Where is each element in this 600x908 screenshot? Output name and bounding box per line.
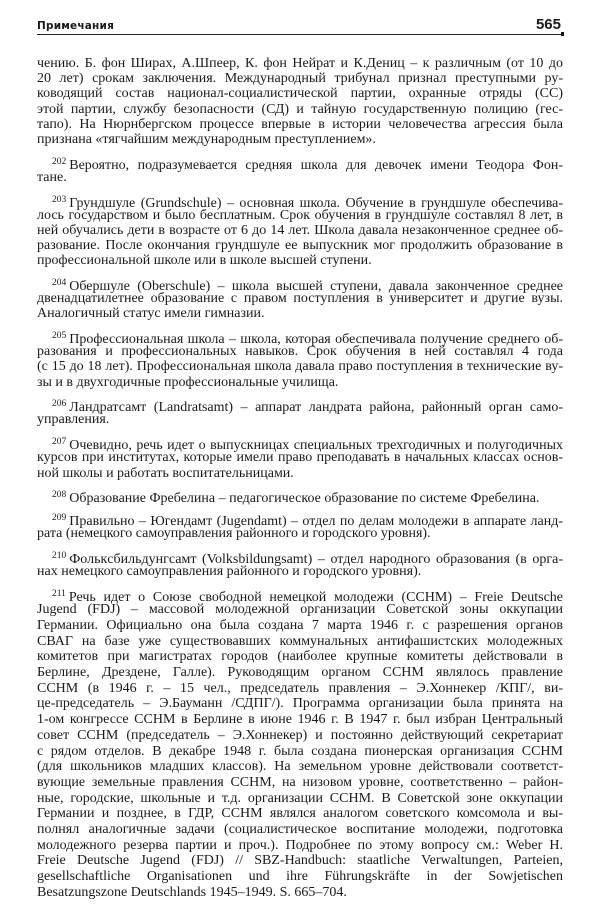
footnote-208 <box>37 488 563 507</box>
text-line <box>37 853 563 869</box>
line-text: ней обучались дети в возрасте от 6 до 14 лет. Школа давала незаконченное среднее об- <box>37 222 563 238</box>
text-line <box>37 681 563 697</box>
line-text: двенадцатилетнее образование с правом поступления в университет и другие вузы. <box>37 291 563 307</box>
footnote-204 <box>37 276 563 322</box>
text-line <box>37 602 563 618</box>
line-text: признана «тягчайшим международным преступлением». <box>37 131 376 147</box>
text-line <box>37 885 563 901</box>
text-line <box>37 102 563 117</box>
text-line <box>37 511 563 529</box>
footnote-number: 205 <box>52 331 67 341</box>
line-text: разование. После окончания грундшуле ее выпускник мог продолжить образование в <box>37 238 563 254</box>
text-line <box>37 775 563 791</box>
line-text: рата (немецкого самоуправления районного и городского уровня). <box>37 526 431 542</box>
text-line <box>37 359 563 374</box>
text-line <box>37 86 563 101</box>
line-text: ководящий состав национал-социалистической партии, охранные отряды (СС) <box>37 86 563 102</box>
line-text: тапо). На Нюрнбергском процессе впервые в истории человечества агрессия была <box>37 116 563 132</box>
footnote-202 <box>37 155 563 185</box>
line-text: Аналогичный статус имели гимназии. <box>37 306 265 322</box>
line-text: Ландратсамт (Landratsamt) – аппарат ландрата района, районный орган само- <box>69 400 563 416</box>
text-line <box>37 838 563 854</box>
text-line <box>37 306 563 321</box>
text-line <box>37 253 563 268</box>
page-number: 565 <box>535 16 561 33</box>
line-text: лось государством и было бесплатным. Срок обучения в грундшуле составлял 8 лет, в <box>37 207 563 223</box>
text-line <box>37 397 563 416</box>
line-text: (для школьников младших классов). На земельном уровне действовали соответст- <box>37 759 563 775</box>
footnote-209 <box>37 511 563 541</box>
line-text: СВАГ на базе уже существовавших коммунальных антифашистских молодежных <box>37 633 563 649</box>
line-text: Профессиональная школа – школа, которая обеспечивала получение среднего об- <box>69 332 563 347</box>
footnote-number: 211 <box>52 588 66 599</box>
footnote-number: 202 <box>52 156 67 167</box>
line-text: gesellschaftliche Organisationen und ihre Führungskräfte in der Sowjetischen <box>37 869 563 884</box>
line-text: Германии. Официально она была создана 7 марта 1946 г. с разрешения органов <box>37 618 563 633</box>
text-line <box>37 634 563 650</box>
line-text: Обершуле (Oberschule) – школа высшей ступени, давала законченное среднее <box>69 278 563 294</box>
text-line <box>37 744 563 760</box>
line-text: этой партии, службу безопасности (СД) и тайную государственную полицию (гес- <box>37 101 563 117</box>
text-line <box>37 665 563 681</box>
text-line <box>37 238 563 253</box>
text-line <box>37 435 563 454</box>
text-line <box>37 759 563 775</box>
text-line <box>37 806 563 822</box>
text-line <box>37 193 563 211</box>
footnote-number: 207 <box>52 437 67 448</box>
text-line <box>37 291 563 306</box>
line-text: комитетов при магистратах городов (наиболее крупные комитеты действовали в <box>37 649 563 665</box>
text-line <box>37 132 563 147</box>
line-text: Грундшуле (Grundschule) – основная школа. Обучение в грундшуле обеспечива- <box>69 195 563 211</box>
text-line <box>37 375 563 390</box>
section-title: Примечания <box>37 20 115 32</box>
line-text: полнял аналогичные задачи (социалистическое воспитание молодежи, подготовка <box>37 821 563 837</box>
line-text: це-председатель – Э.Бауманн /СДПГ/). Программа организации была принята на <box>37 696 563 712</box>
footnote-206 <box>37 397 563 427</box>
running-header <box>37 18 563 34</box>
notes-body <box>37 56 563 908</box>
text-line <box>37 549 563 567</box>
line-text: Германии и позднее, в ГДР, ССНМ являлся аналогом советского комсомола и вы- <box>37 806 563 822</box>
text-line <box>37 56 563 71</box>
line-text: совет ССНМ (председатель – Э.Хоннекер) и постоянно действующий секретариат <box>37 727 563 743</box>
text-line <box>37 869 563 885</box>
text-line <box>37 649 563 665</box>
text-line <box>37 822 563 838</box>
footnote-number: 203 <box>52 194 67 205</box>
line-text: Образование Фребелина – педагогическое образование по системе Фребелина. <box>69 491 540 507</box>
line-text: разования и профессиональных навыков. Срок обучения в ней составлял 4 года <box>37 344 563 360</box>
line-text: Очевидно, речь идет о выпускницах специальных трехгодичных и полугодичных <box>69 438 563 454</box>
text-line <box>37 71 563 86</box>
text-line <box>37 712 563 728</box>
footnote-number: 210 <box>52 550 67 561</box>
line-text: тане. <box>37 169 67 185</box>
text-line <box>37 696 563 712</box>
line-text: профессиональной школе или в школе высшей ступени. <box>37 253 372 269</box>
line-text: Речь идет о Союзе свободной немецкой молодежи (ССНМ) – Freie Deutsche <box>68 589 563 605</box>
text-line <box>37 276 563 294</box>
line-text: зы и в двухгодичные профессиональные училища. <box>37 374 339 390</box>
continued-note <box>37 56 563 147</box>
footnote-number: 206 <box>52 399 67 410</box>
line-text: Besatzungszone Deutschlands 1945–1949. S. 665–704. <box>37 884 347 900</box>
text-line <box>37 155 563 173</box>
footnote-number: 208 <box>52 490 67 501</box>
footnote-211 <box>37 587 563 901</box>
text-line <box>37 728 563 744</box>
footnote-number: 204 <box>52 277 67 288</box>
header-rule <box>37 34 564 35</box>
text-line <box>37 344 563 359</box>
line-text: чению. Б. фон Ширах, А.Шпеер, К. фон Нейрат и К.Дениц – к различным (от 10 до <box>37 56 563 71</box>
line-text: Jugend (FDJ) – массовой молодежной организации Советской зоны оккупации <box>37 602 563 618</box>
line-text: вующие земельные правления ССНМ, на низовом уровне, соответственно – район- <box>37 774 563 790</box>
footnote-210 <box>37 549 563 579</box>
text-line <box>37 618 563 634</box>
text-line <box>37 466 563 481</box>
line-text: курсов при институтах, которые имели право преподавать в начальных классах основ- <box>37 450 563 466</box>
footnote-205 <box>37 329 563 390</box>
line-text: управления. <box>37 412 110 428</box>
line-text: Фолькcбильдунгсамт (Volksbildungsamt) – отдел народного образования (в орга- <box>69 551 563 567</box>
line-text: Берлине, Дрездене, Галле). Руководящим органом ССНМ являлось правление <box>37 665 563 681</box>
text-line <box>37 450 563 465</box>
line-text: Вероятно, подразумевается средняя школа для девочек имени Теодора Фон- <box>69 157 563 173</box>
text-line <box>37 329 563 347</box>
text-line <box>37 117 563 132</box>
text-line <box>37 208 563 223</box>
footnote-number: 209 <box>52 512 67 523</box>
line-text: 20 лет) срокам заключения. Международный трибунал признал преступными ру- <box>37 71 563 87</box>
line-text: ССНМ (в 1946 г. – 15 чел., председатель правления – Э.Хоннекер /КПГ/, ви- <box>37 680 563 696</box>
line-text: ные, городские, школьные и т.д. организации ССНМ. В Советской зоне оккупации <box>37 790 563 806</box>
text-line <box>37 223 563 238</box>
line-text: ной школы и работать воспитательницами. <box>37 465 294 481</box>
line-text: молодежного резерва партии и проч.). Подробнее по этому вопросу см.: Weber H. <box>37 837 563 853</box>
line-text: (с 15 до 18 лет). Профессиональная школа давала право поступления в технические ву- <box>37 359 563 375</box>
line-text: 1-ом конгрессе ССНМ в Берлине в июне 1946 г. В 1947 г. был избран Центральный <box>37 712 563 728</box>
text-line <box>37 587 563 603</box>
footnote-203 <box>37 193 563 269</box>
footnote-207 <box>37 435 563 481</box>
text-line <box>37 791 563 807</box>
line-text: Freie Deutsche Jugend (FDJ) // SBZ-Handbuch: staatliche Verwaltungen, Parteien, <box>37 853 563 869</box>
line-text: с рядом отделов. В декабре 1948 г. была создана пионерская организация ССНМ <box>37 743 563 759</box>
text-line <box>37 488 563 507</box>
line-text: Правильно – Югендамт (Jugendamt) – отдел по делам молодежи в аппарате ланд- <box>69 513 563 529</box>
line-text: нах немецкого самоуправления районного и городского уровня). <box>37 563 422 579</box>
header-rule-end-mark <box>561 32 564 36</box>
